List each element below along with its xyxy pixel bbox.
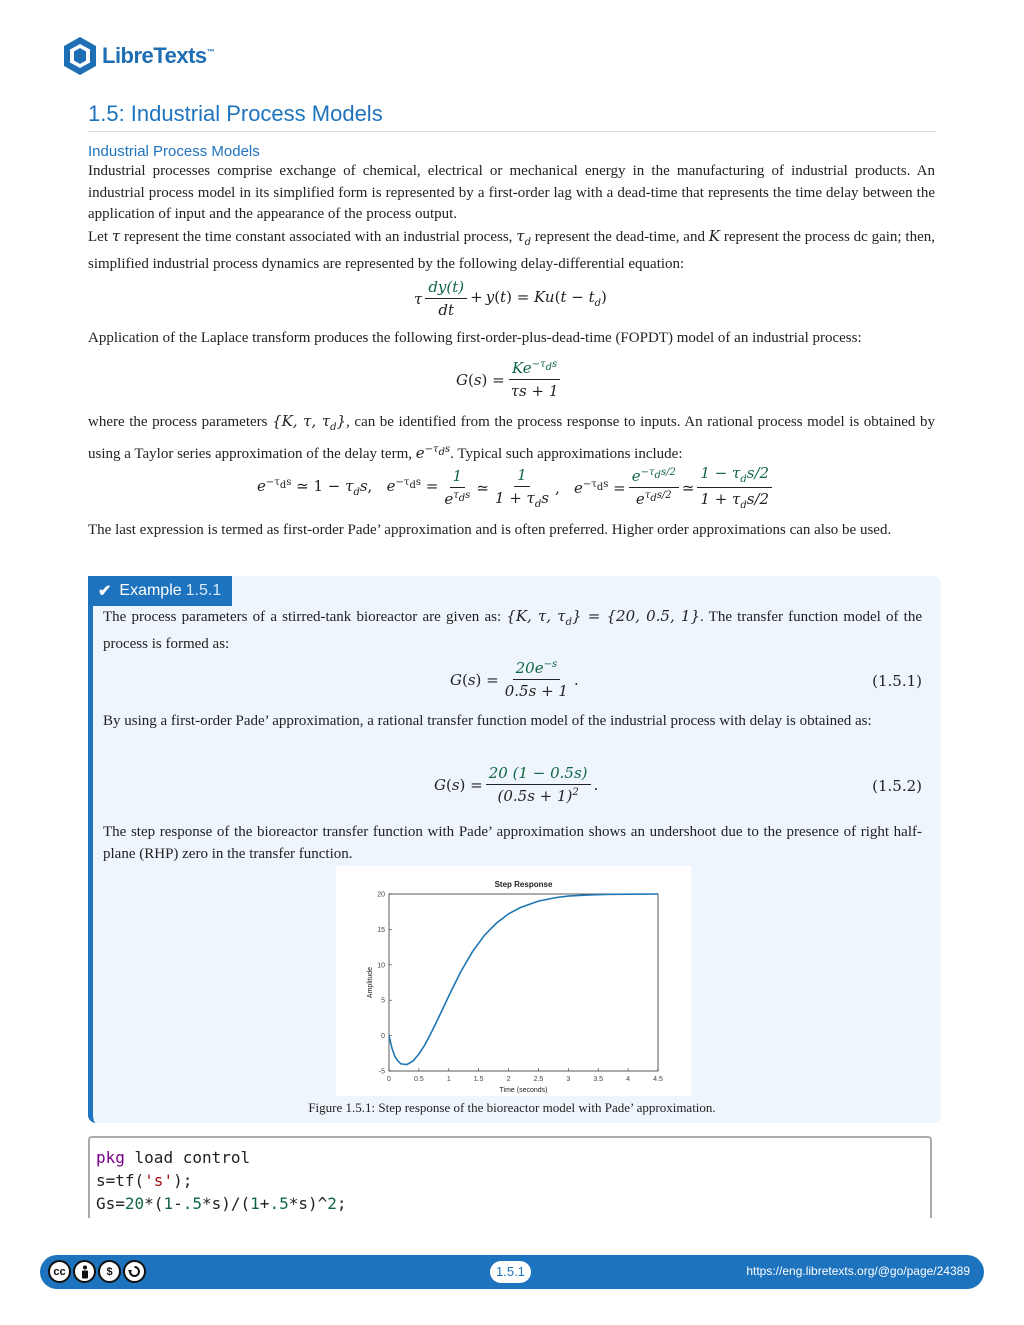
x-tick-label: 4.5 [653, 1076, 663, 1083]
x-tick-label: 4 [626, 1076, 631, 1083]
equation-number-1: (1.5.1) [872, 672, 922, 690]
code-block[interactable] [88, 1136, 932, 1218]
fopdt-equation: G(s) = $\frac{Ke^{-\tau_ds}}{\tau s + 1}$ [456, 359, 559, 400]
license-badge[interactable] [48, 1260, 146, 1283]
x-tick-label: 1 [446, 1076, 451, 1083]
y-axis-label: Amplitude [367, 966, 374, 999]
pade-paragraph: The last expression is termed as first-order Pade’ approximation and is often preferred. Higher order approximations can also be used. [88, 522, 892, 538]
y-tick-label: -5 [378, 1068, 385, 1076]
step-response-chart [336, 866, 691, 1096]
example-paragraph-3: The step response of the bioreactor transfer function with Pade’ approximation shows an undershoot due to the presence of right half-plane (RHP) zero in the transfer function. [103, 824, 922, 862]
y-tick-label: 15 [377, 926, 385, 934]
equation-number-2: (1.5.2) [872, 777, 922, 795]
page-url-link[interactable]: https://eng.libretexts.org/@go/page/24389 [746, 1264, 970, 1278]
parameters-paragraph: where the process parameters {K, τ, $\tau_d$}, can be identified from the process response to inputs. An rational process model is obtained by using a Taylor series approximation of the delay term, $e^{-\tau_ds}$. Typical such approximations include: [88, 412, 936, 462]
laplace-paragraph: Application of the Laplace transform produces the following first-order-plus-dead-time (FOPDT) model of an industrial process: [88, 330, 862, 346]
by-icon [73, 1260, 96, 1283]
chart-title: Step Response [494, 880, 553, 889]
x-tick-label: 2 [506, 1076, 511, 1083]
figure-caption: Figure 1.5.1: Step response of the bioreactor model with Pade’ approximation. [308, 1100, 716, 1115]
approximations-equation: $e^{-\tau_ds}$ ≃ $1 - \tau_ds$, $e^{-\tau_ds}$ = $\frac{1}{e^{\tau_ds}}$ ≃ $\frac{1}{1 + \tau_ds}$ , $e^{-\tau_ds}$ = $\frac{e^{-\tau_ds/2}}{e^{\tau_ds/2}}$ ≃ $\frac{1 - \tau_ds/2}{1 + \tau_ds/2}$ [257, 464, 775, 511]
example-paragraph-1: The process parameters of a stirred-tank bioreactor are given as: {K, τ, $\tau_d\} = \{20$, 0.5, 1}. The transfer function model of the process is formed as: [103, 607, 922, 652]
x-axis-label: Time (seconds) [499, 1087, 548, 1094]
x-tick-label: 1.5 [473, 1076, 484, 1083]
x-tick-label: 2.5 [533, 1076, 544, 1083]
title-divider [88, 131, 936, 132]
x-tick-label: 3 [566, 1076, 571, 1083]
pade-transfer-function-equation: G(s) = $\frac{20 (1 - 0.5s)}{(0.5s + 1)^2}$ . [434, 764, 599, 805]
plot-area [389, 894, 658, 1071]
nc-icon: $ [98, 1260, 121, 1283]
code-line-1: pkg load control [96, 1148, 251, 1167]
logo-text: LibreTexts™ [102, 43, 215, 68]
libretexts-hex-icon [62, 36, 98, 76]
delay-differential-equation: τ $\frac{dy(t)}{dt}$ + $y(t) = Ku(t - t_d)$ [414, 278, 607, 319]
example-label: Example [119, 582, 182, 599]
code-line-2: s=tf('s'); [96, 1171, 193, 1190]
example-paragraph-2: By using a first-order Pade’ approximation, a rational transfer function model of the industrial process with delay is obtained as: [103, 713, 872, 729]
step-response-figure [336, 866, 691, 1096]
example-number: 1.5.1 [185, 582, 222, 599]
example-header [88, 576, 232, 606]
intro-paragraph: Industrial processes comprise exchange of chemical, electrical or mechanical energy in the manufacturing of industrial products. An industrial process model in its simplified form is represented by a first-order lag with a dead-time that represents the time delay between the application of input and the appearance of the process output. [88, 163, 935, 222]
section-heading: Industrial Process Models [88, 143, 260, 160]
checkmark-icon: ✔ [98, 583, 112, 600]
libretexts-logo[interactable] [62, 36, 214, 76]
page-number-badge: 1.5.1 [490, 1261, 531, 1283]
page-footer [40, 1255, 984, 1289]
cc-icon: cc [48, 1260, 71, 1283]
page-title: 1.5: Industrial Process Models [88, 101, 383, 126]
y-tick-label: 20 [377, 891, 385, 899]
x-tick-label: 3.5 [593, 1076, 604, 1083]
x-tick-label: 0.5 [414, 1076, 424, 1083]
x-tick-label: 0 [387, 1076, 391, 1083]
transfer-function-equation: G(s) = $\frac{20e^{-s}}{0.5s + 1}$ . [450, 659, 579, 700]
definition-paragraph: Let τ represent the time constant associated with an industrial process, $\tau_d$ represent the dead-time, and K represent the process dc gain; then, simplified industrial process dynamics are represented by the following delay-differential equation: [88, 227, 935, 272]
y-tick-label: 5 [381, 997, 385, 1005]
y-tick-label: 10 [377, 962, 385, 970]
y-tick-label: 0 [381, 1033, 385, 1041]
code-line-3: Gs=20*(1-.5*s)/(1+.5*s)^2; [96, 1194, 347, 1213]
sa-icon [123, 1260, 146, 1283]
